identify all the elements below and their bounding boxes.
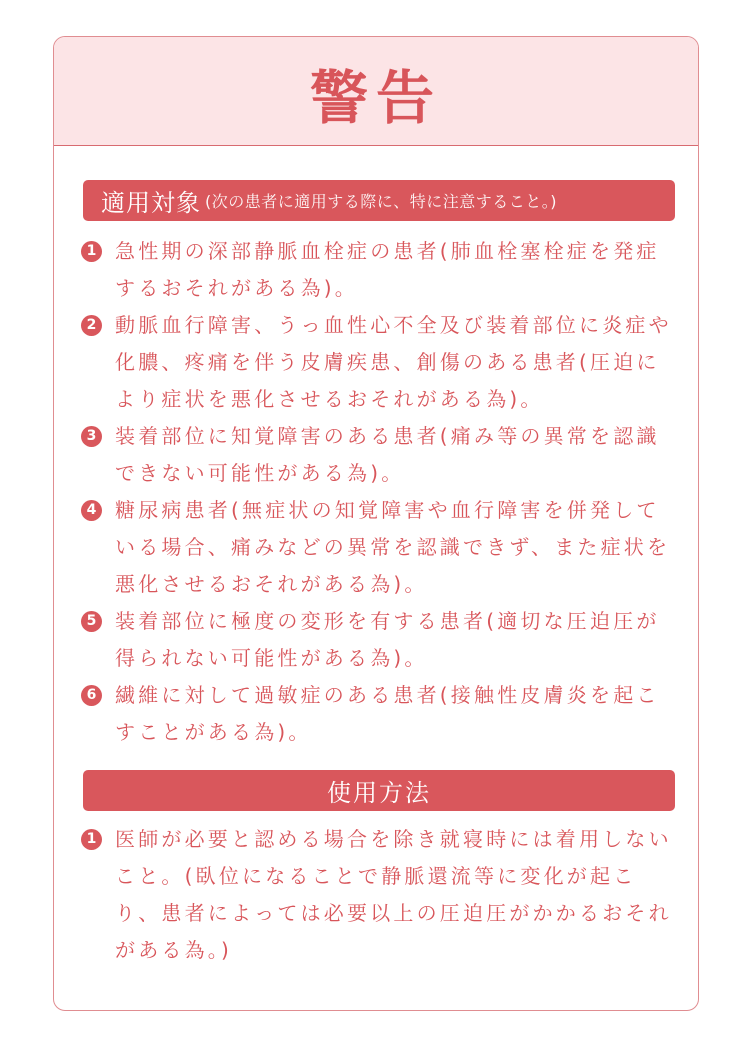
list-item (81, 233, 681, 307)
list-item (81, 821, 681, 969)
list-item (81, 603, 681, 677)
applicable-subjects-list (81, 233, 681, 751)
number-badge-icon: 4 (81, 500, 102, 521)
item-text: 装着部位に知覚障害のある患者(痛み等の異常を認識できない可能性がある為)。 (115, 424, 660, 485)
section-subtitle: (次の患者に適用する際に、特に注意すること。) (205, 192, 557, 211)
page-title: 警告 (309, 64, 442, 132)
list-item (81, 677, 681, 751)
item-text: 動脈血行障害、うっ血性心不全及び装着部位に炎症や化膿、疼痛を伴う皮膚疾患、創傷のある患者(圧迫により症状を悪化させるおそれがある為)。 (115, 313, 672, 411)
list-item (81, 492, 681, 603)
item-text: 繊維に対して過敏症のある患者(接触性皮膚炎を起こすことがある為)。 (115, 683, 660, 744)
item-text: 装着部位に極度の変形を有する患者(適切な圧迫圧が得られない可能性がある為)。 (115, 609, 660, 670)
section-title: 使用方法 (327, 779, 431, 807)
number-badge-icon: 2 (81, 315, 102, 336)
list-item (81, 418, 681, 492)
list-item (81, 307, 681, 418)
usage-list (81, 821, 681, 969)
section-header-usage (83, 770, 675, 811)
number-badge-icon: 1 (81, 241, 102, 262)
section-header-applicable-subjects (83, 180, 675, 221)
item-text: 急性期の深部静脈血栓症の患者(肺血栓塞栓症を発症するおそれがある為)。 (115, 239, 660, 300)
number-badge-icon: 6 (81, 685, 102, 706)
number-badge-icon: 5 (81, 611, 102, 632)
item-text: 糖尿病患者(無症状の知覚障害や血行障害を併発している場合、痛みなどの異常を認識できず、また症状を悪化させるおそれがある為)。 (115, 498, 671, 596)
number-badge-icon: 3 (81, 426, 102, 447)
section-title: 適用対象 (101, 189, 201, 217)
warning-card (53, 36, 699, 1011)
item-text: 医師が必要と認める場合を除き就寝時には着用しないこと。(臥位になることで静脈還流等に変化が起こり、患者によっては必要以上の圧迫圧がかかるおそれがある為。) (115, 827, 672, 962)
number-badge-icon: 1 (81, 829, 102, 850)
warning-header (54, 37, 698, 146)
